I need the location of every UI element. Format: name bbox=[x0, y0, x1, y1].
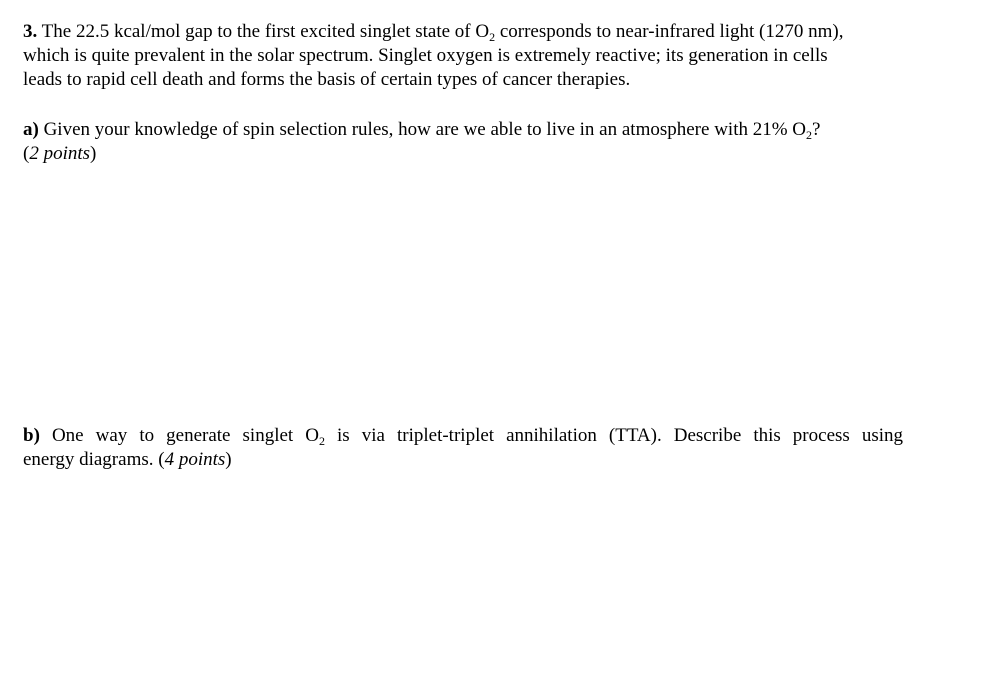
question-3-intro bbox=[23, 20, 903, 92]
part-a-subscript: 2 bbox=[806, 128, 813, 142]
part-a-points-open: ( bbox=[23, 143, 30, 164]
intro-text-1a: The 22.5 kcal/mol gap to the first excited singlet state of O bbox=[37, 21, 490, 42]
intro-subscript: 2 bbox=[489, 30, 496, 44]
part-b-label: b) bbox=[23, 425, 40, 446]
intro-line-1 bbox=[23, 20, 903, 44]
part-b-points-close: ) bbox=[225, 449, 232, 470]
part-b-line-1 bbox=[23, 424, 903, 448]
part-a-text-1b: ? bbox=[812, 119, 821, 140]
part-a-line-2 bbox=[23, 142, 903, 166]
part-b-text-1a: One way to generate singlet O bbox=[39, 425, 319, 446]
part-a-label: a) bbox=[23, 119, 39, 140]
part-b-points: 4 points bbox=[164, 449, 226, 470]
part-b-subscript: 2 bbox=[318, 434, 325, 448]
intro-line-2: which is quite prevalent in the solar spectrum. Singlet oxygen is extremely reactive; its generation in cells bbox=[23, 45, 828, 66]
question-3a bbox=[23, 118, 903, 166]
intro-text-1b: corresponds to near-infrared light (1270 nm), bbox=[495, 21, 844, 42]
part-a-points-close: ) bbox=[90, 143, 97, 164]
part-b-text-1b: is via triplet-triplet annihilation (TTA). Describe this process using bbox=[324, 425, 903, 446]
intro-line-3: leads to rapid cell death and forms the basis of certain types of cancer therapies. bbox=[23, 69, 631, 90]
part-a-text-1a: Given your knowledge of spin selection rules, how are we able to live in an atmosphere with 21% O bbox=[38, 119, 807, 140]
part-b-text-2a: energy diagrams. ( bbox=[23, 449, 165, 470]
part-a-line-1 bbox=[23, 118, 903, 142]
question-number: 3. bbox=[23, 21, 38, 42]
question-3b bbox=[23, 424, 903, 472]
part-b-line-2 bbox=[23, 448, 903, 472]
part-a-points: 2 points bbox=[29, 143, 91, 164]
